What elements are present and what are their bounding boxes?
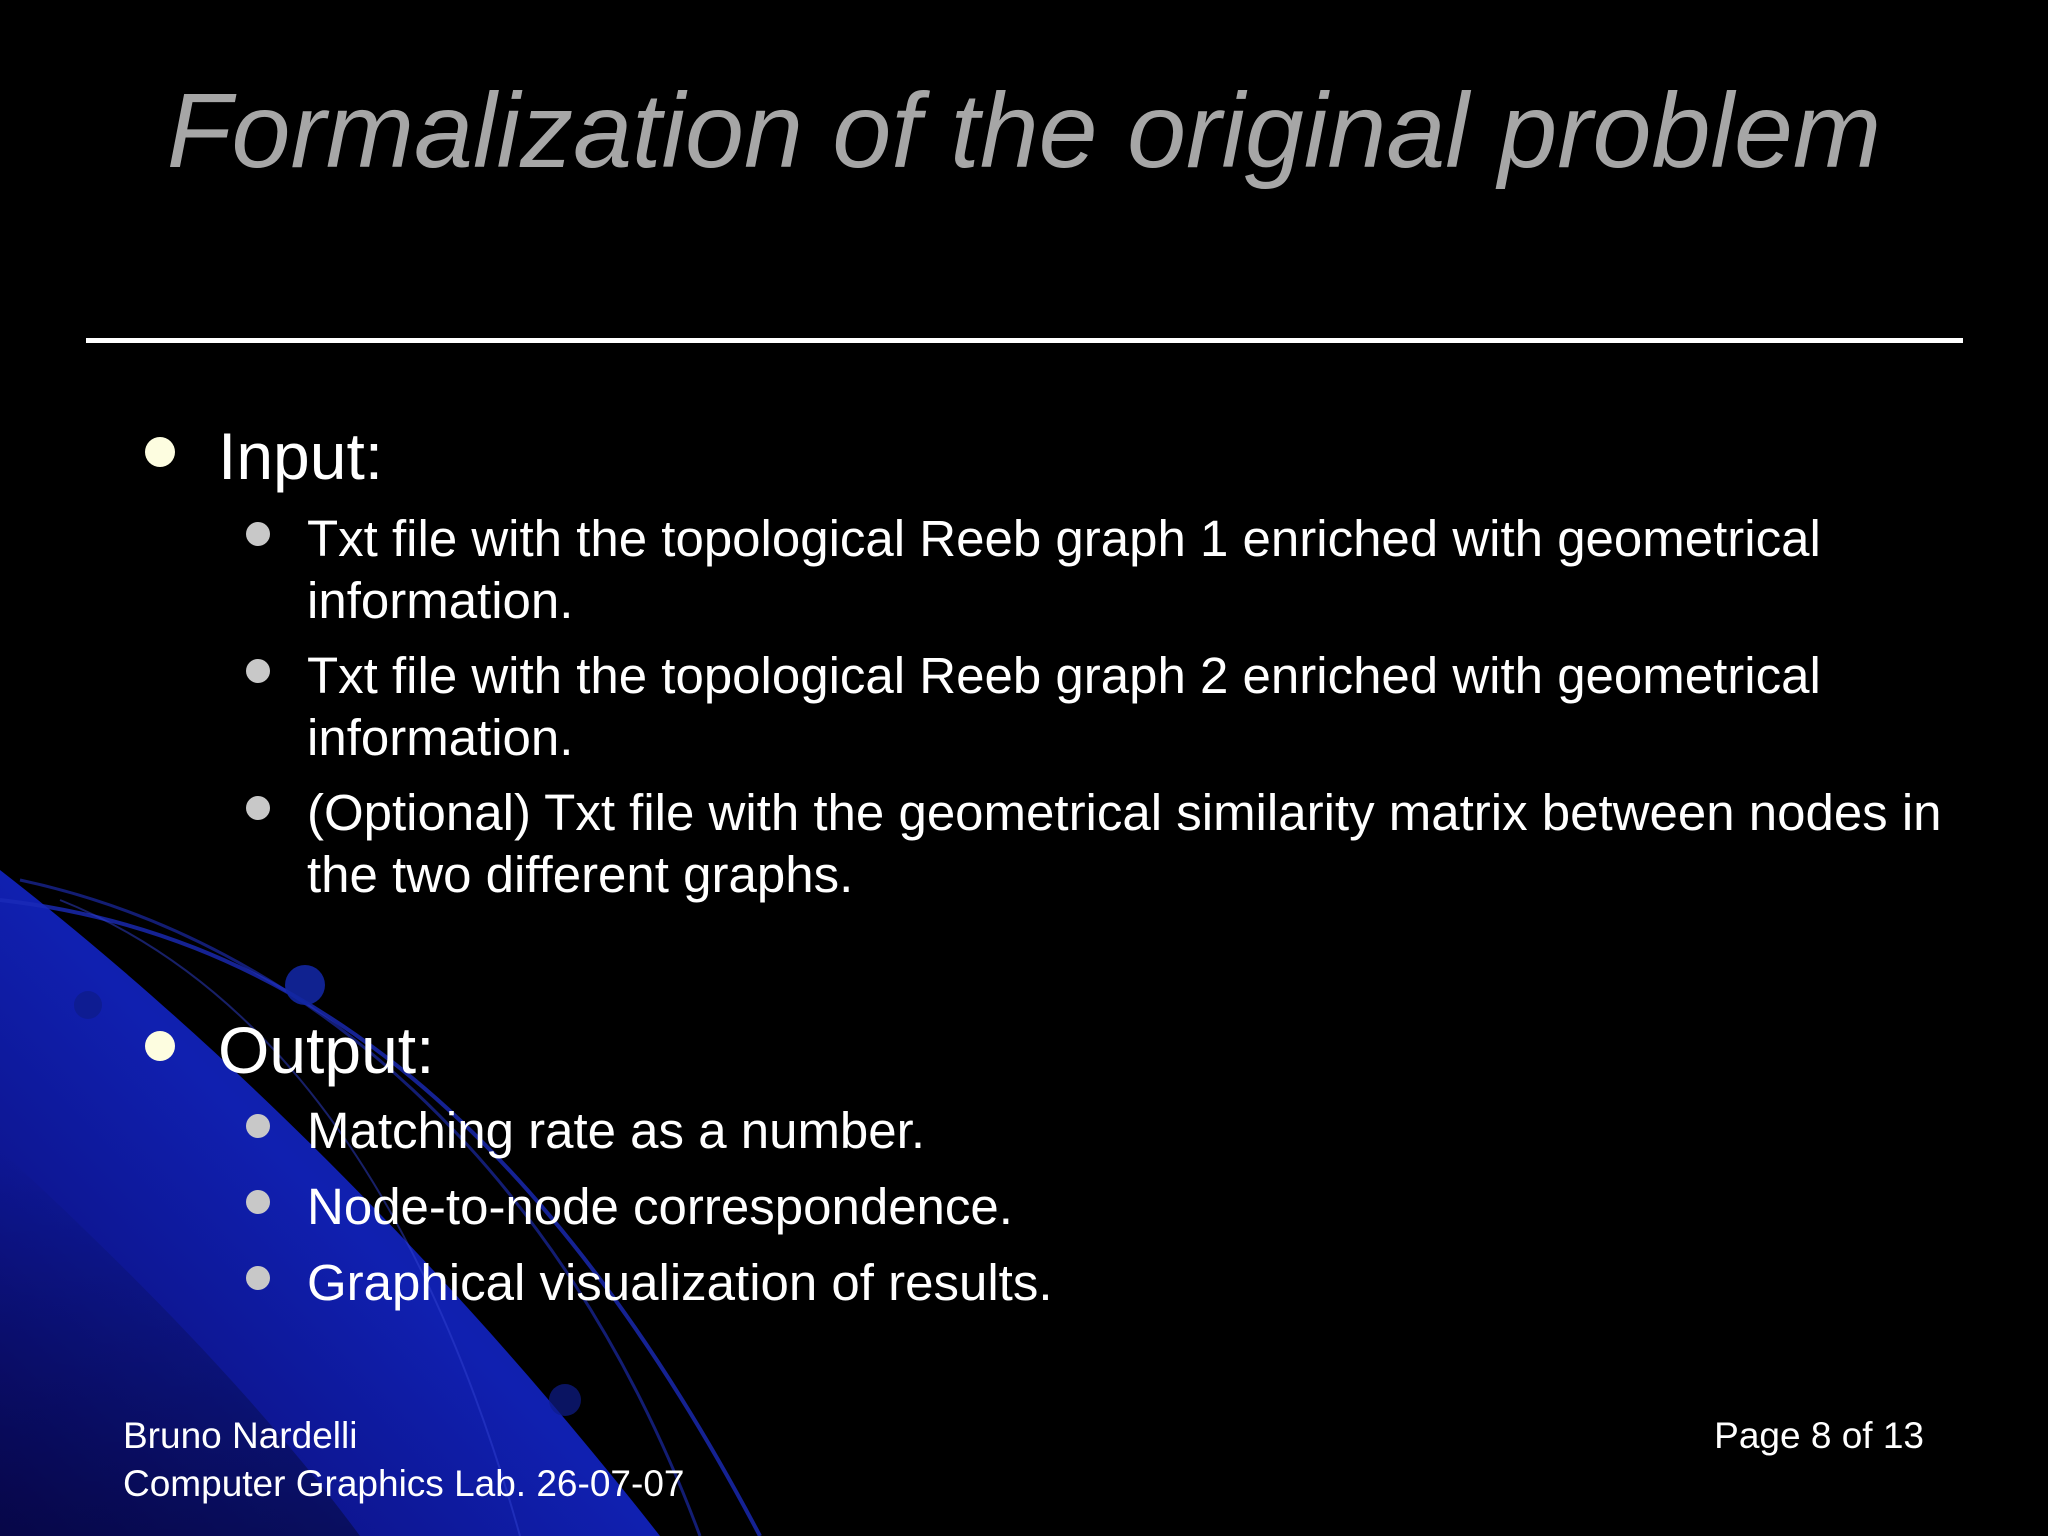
list-item: Matching rate as a number. <box>307 1102 926 1159</box>
bullet-dot-icon <box>145 1031 175 1061</box>
decor-dot-2 <box>74 991 102 1019</box>
decor-dot-3 <box>549 1384 581 1416</box>
sub-bullet-dot-icon <box>246 1190 270 1214</box>
list-item: Node-to-node correspondence. <box>307 1178 1013 1235</box>
bullet-dot-icon <box>145 437 175 467</box>
footer-lab-date: Computer Graphics Lab. 26-07-07 <box>123 1463 685 1504</box>
footer-page-number: Page 8 of 13 <box>1714 1415 1924 1456</box>
decor-dot-1 <box>285 965 325 1005</box>
title-underline-divider <box>86 338 1963 343</box>
section-heading: Input: <box>218 419 384 493</box>
sub-bullet-dot-icon <box>246 1266 270 1290</box>
sub-bullet-dot-icon <box>246 659 270 683</box>
sub-bullet-dot-icon <box>246 522 270 546</box>
sub-bullet-dot-icon <box>246 796 270 820</box>
list-item: Txt file with the topological Reeb graph 2 enriched with geometrical information. <box>307 647 1821 766</box>
footer-author: Bruno Nardelli <box>123 1415 358 1456</box>
list-item: (Optional) Txt file with the geometrical similarity matrix between nodes in the two different graphs. <box>307 784 1942 903</box>
sub-bullet-dot-icon <box>246 1114 270 1138</box>
section-heading: Output: <box>218 1013 435 1087</box>
list-item: Graphical visualization of results. <box>307 1254 1053 1311</box>
slide-title: Formalization of the original problem <box>166 72 1882 190</box>
list-item: Txt file with the topological Reeb graph 1 enriched with geometrical information. <box>307 510 1821 629</box>
